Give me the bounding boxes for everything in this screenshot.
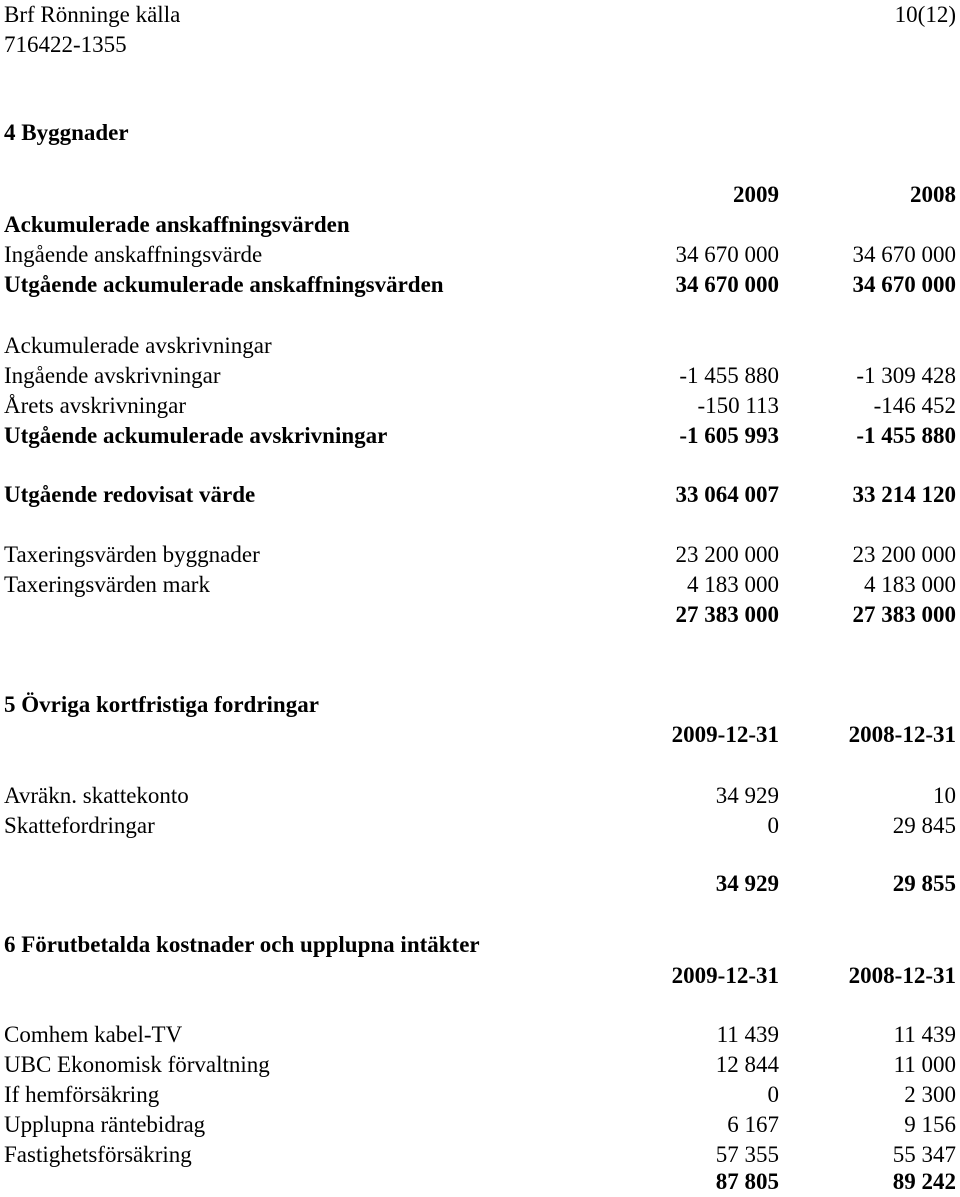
section-title-byggnader: 4 Byggnader [4, 120, 129, 145]
page-header [4, 0, 960, 30]
anskaffning-heading: Ackumulerade anskaffningsvärden [4, 212, 350, 237]
column-headers-fordringar: 2009-12-31 2008-12-31 [671, 722, 956, 747]
table-row-total: Utgående ackumulerade anskaffningsvärden 34 670 000 34 670 000 [4, 272, 956, 297]
org-number-row [4, 30, 960, 60]
table-row-sum: 34 929 29 855 [715, 871, 956, 896]
table-row-sum: 87 805 89 242 [715, 1169, 956, 1194]
table-row: Comhem kabel-TV 11 439 11 439 [4, 1022, 956, 1047]
table-row: Taxeringsvärden byggnader 23 200 000 23 200 000 [4, 542, 956, 567]
table-row: Skattefordringar 0 29 845 [4, 813, 956, 838]
avskr-heading: Ackumulerade avskrivningar [4, 333, 272, 358]
table-row: Ingående avskrivningar -1 455 880 -1 309 428 [4, 363, 956, 388]
table-row: Ingående anskaffningsvärde 34 670 000 34 670 000 [4, 242, 956, 267]
column-headers-byggnader [4, 180, 960, 210]
table-row-sum: 27 383 000 27 383 000 [675, 602, 956, 627]
page-number: 10(12) [894, 2, 956, 27]
section-title-forutbetalda: 6 Förutbetalda kostnader och upplupna intäkter [4, 932, 480, 957]
org-number: 716422-1355 [4, 32, 127, 57]
table-row: Upplupna räntebidrag 6 167 9 156 [4, 1112, 956, 1137]
col-header-2009: 2009 [733, 182, 779, 207]
table-row-total: Utgående redovisat värde 33 064 007 33 214 120 [4, 482, 956, 507]
table-row: Årets avskrivningar -150 113 -146 452 [4, 393, 956, 418]
org-name: Brf Rönninge källa [4, 2, 181, 27]
table-row-total: Utgående ackumulerade avskrivningar -1 605 993 -1 455 880 [4, 423, 956, 448]
table-row: Taxeringsvärden mark 4 183 000 4 183 000 [4, 572, 956, 597]
table-row: If hemförsäkring 0 2 300 [4, 1082, 956, 1107]
table-row: Fastighetsförsäkring 57 355 55 347 [4, 1142, 956, 1167]
table-row: Avräkn. skattekonto 34 929 10 [4, 783, 956, 808]
col-header-2008: 2008 [910, 182, 956, 207]
section-title-fordringar: 5 Övriga kortfristiga fordringar [4, 692, 319, 717]
table-row: UBC Ekonomisk förvaltning 12 844 11 000 [4, 1052, 956, 1077]
column-headers-forutbetalda: 2009-12-31 2008-12-31 [671, 963, 956, 988]
